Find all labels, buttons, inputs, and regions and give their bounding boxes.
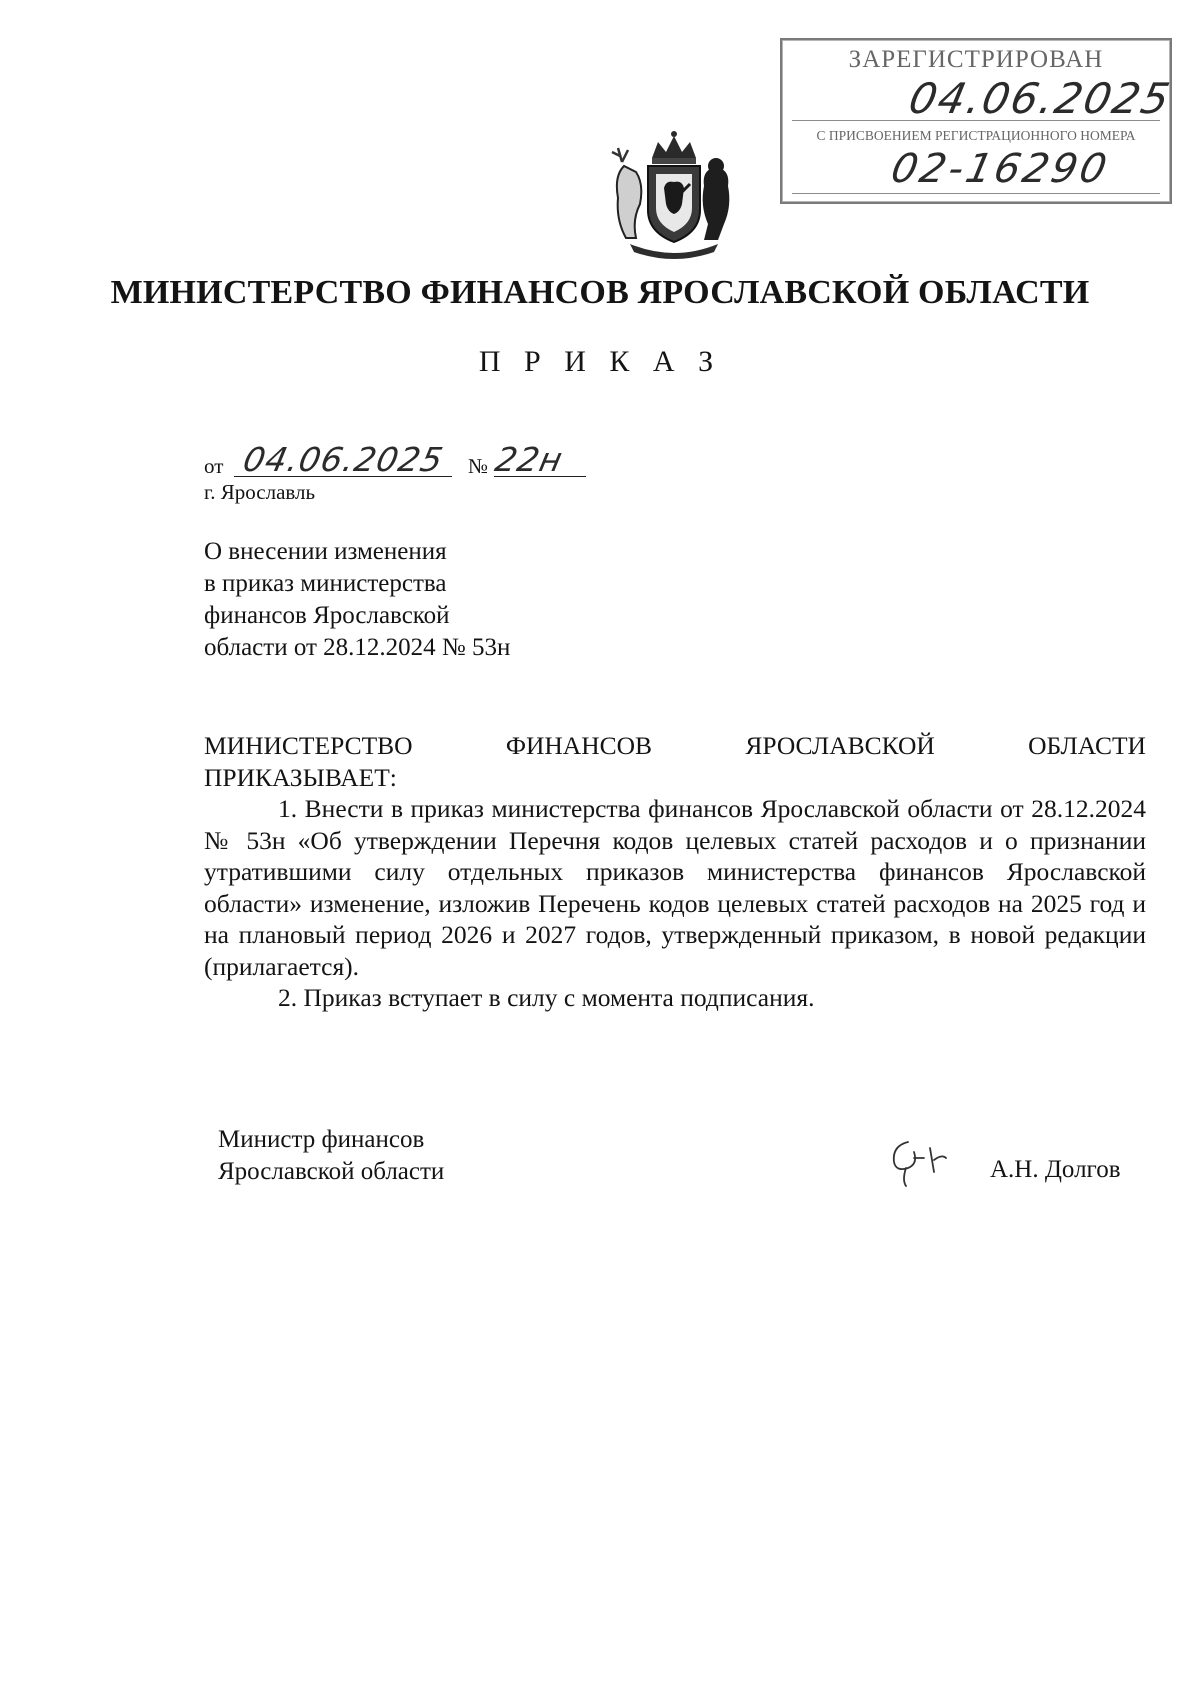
- orders-header: [204, 730, 1146, 762]
- stamp-divider: [792, 120, 1160, 121]
- orders-header-word: ЯРОСЛАВСКОЙ: [745, 731, 935, 760]
- signatory-name: А.Н. Долгов: [990, 1156, 1121, 1183]
- date-underline: [234, 476, 452, 477]
- coat-of-arms-icon: [600, 128, 748, 262]
- date-prefix-label: от: [204, 454, 224, 478]
- stamp-title: ЗАРЕГИСТРИРОВАН: [848, 46, 1104, 73]
- orders-header-word: ОБЛАСТИ: [1028, 731, 1146, 760]
- order-item-2: 2. Приказ вступает в силу с момента подписания.: [278, 983, 815, 1012]
- stamp-subtitle: С ПРИСВОЕНИЕМ РЕГИСТРАЦИОННОГО НОМЕРА: [816, 128, 1136, 143]
- subject-line: О внесении изменения: [204, 538, 447, 565]
- position-line: Ярославской области: [218, 1158, 445, 1185]
- handwritten-signature: [884, 1132, 954, 1188]
- number-underline: [494, 476, 586, 477]
- subject-line: финансов Ярославской: [204, 602, 450, 629]
- orders-header-word: ФИНАНСОВ: [505, 731, 653, 760]
- date-number-line: [204, 440, 624, 482]
- position-line: Министр финансов: [218, 1126, 425, 1153]
- signatory-position: [218, 1124, 444, 1188]
- orders-header-line2: ПРИКАЗЫВАЕТ:: [204, 762, 397, 792]
- order-number: 22н: [491, 440, 567, 479]
- document-type: П Р И К А З: [478, 345, 722, 378]
- order-subject: [204, 536, 510, 664]
- subject-line: в приказ министерства: [204, 570, 447, 597]
- stamp-registration-number: 02-16290: [887, 146, 1114, 192]
- city-label: г. Ярославль: [204, 480, 316, 504]
- orders-header-word: МИНИСТЕРСТВО: [204, 731, 413, 760]
- stamp-registration-date: 04.06.2025: [904, 74, 1176, 123]
- order-body: [204, 730, 1146, 1014]
- stamp-divider: [792, 193, 1160, 194]
- subject-line: области от 28.12.2024 № 53н: [204, 634, 511, 661]
- number-sign-label: №: [468, 454, 489, 478]
- order-item-1: 1. Внести в приказ министерства финансов Ярославской области от 28.12.2024 № 53н «Об утверждении Перечня кодов целевых статей расходов и о признании утратившими силу отдельных приказов министерства финансов Ярославской области» изменение, изложив Перечень кодов целевых статей расходов на 2025 год и на плановый период 2026 и 2027 годов, утвержденный приказом, в новой редакции (прилагается).: [204, 794, 1146, 981]
- order-date: 04.06.2025: [239, 440, 448, 479]
- ministry-title: МИНИСТЕРСТВО ФИНАНСОВ ЯРОСЛАВСКОЙ ОБЛАСТИ: [110, 274, 1090, 311]
- registration-stamp: [780, 38, 1176, 204]
